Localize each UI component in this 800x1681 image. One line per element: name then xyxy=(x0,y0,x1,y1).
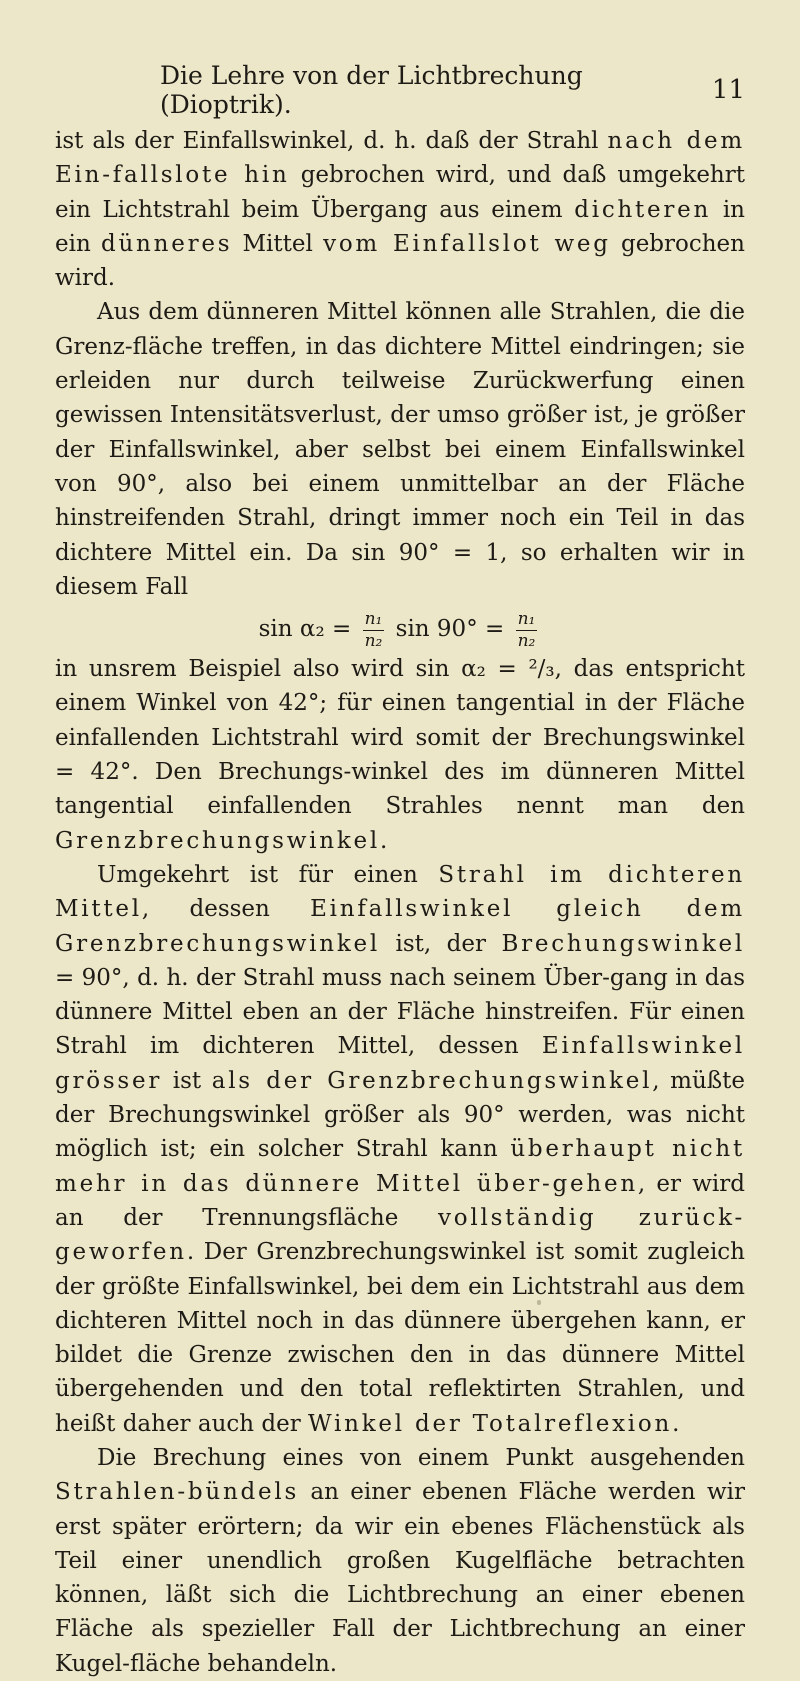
spaced-emphasis: Strahl im dichteren Mittel xyxy=(55,861,745,923)
paragraph-3 xyxy=(55,652,745,858)
text-run: an einer ebenen Fläche werden wir erst später erörtern; da wir ein ebenes Flächenstück als Teil einer unendlich großen Kugelfläche betrachten können, läßt sich die Lichtbrechung an einer ebenen Fläche als spezieller Fall der Lichtbrechung an einer Kugel-fläche behandeln. xyxy=(55,1479,745,1677)
fraction-denominator: n₂ xyxy=(517,630,536,651)
spaced-emphasis: nach dem Ein-fallslote hin xyxy=(55,128,745,189)
fraction-numerator: n₁ xyxy=(364,608,383,629)
page-number: 11 xyxy=(711,75,745,105)
paragraph-5 xyxy=(55,1441,745,1681)
text-run: gebrochen wird. xyxy=(55,230,745,292)
spaced-emphasis: Strahlen-bündels xyxy=(55,1479,300,1506)
paragraph-4 xyxy=(55,858,745,1441)
spaced-emphasis: Brechungswinkel xyxy=(501,930,745,957)
text-run: ist als der Einfallswinkel, d. h. daß der Strahl xyxy=(55,128,608,154)
spaced-emphasis: Einfallswinkel grösser xyxy=(55,1033,745,1094)
spaced-emphasis: als der Grenzbrechungswinkel xyxy=(211,1067,653,1094)
fraction-2 xyxy=(516,608,538,651)
text-run: Umgekehrt ist für einen xyxy=(97,861,439,888)
spaced-emphasis: dichteren xyxy=(574,196,712,223)
fraction-1 xyxy=(363,608,385,651)
text-run: in ein xyxy=(55,196,746,257)
formula-middle: sin 90° = xyxy=(395,616,505,643)
fraction-numerator: n₁ xyxy=(517,608,536,629)
paragraph-2 xyxy=(55,295,745,604)
paragraph-1 xyxy=(55,124,745,295)
spaced-emphasis: dünneres xyxy=(101,230,233,257)
text-run: , müßte der Brechungswinkel größer als 90° werden, was nicht möglich ist; ein solcher Strahl kann xyxy=(55,1067,745,1163)
spaced-emphasis: vollständig zurück-geworfen xyxy=(55,1204,745,1266)
spaced-emphasis: überhaupt nicht mehr in das dünnere Mittel über-gehen xyxy=(55,1136,746,1197)
text-run: . xyxy=(380,827,388,854)
text-run: Die Brechung eines von einem Punkt ausgehenden xyxy=(97,1444,745,1471)
text-run: Mittel xyxy=(232,230,324,257)
fraction-denominator: n₂ xyxy=(364,630,383,651)
paper-speck xyxy=(537,1300,541,1305)
text-run: = 90°, d. h. der Strahl muss nach seinem Über-gang in das dünnere Mittel eben an der Fläche hinstreifen. Für einen Strahl im dichteren Mittel, dessen xyxy=(55,964,745,1060)
page-body xyxy=(55,124,745,1681)
running-header xyxy=(160,60,745,120)
text-run: gebrochen wird, und daß umgekehrt ein Lichtstrahl beim Übergang aus einem xyxy=(55,162,745,223)
running-title: Die Lehre von der Lichtbrechung (Dioptrik). xyxy=(160,61,583,119)
text-run: ist xyxy=(162,1067,212,1094)
text-run: . xyxy=(672,1410,680,1437)
spaced-emphasis: Grenzbrechungswinkel xyxy=(55,827,381,854)
text-run: Aus dem dünneren Mittel können alle Strahlen, die die Grenz-fläche treffen, in das dichtere Mittel eindringen; sie erleiden nur durch teilweise Zurückwerfung einen gewissen Intensitätsverlust, der umso größer ist, je größer der Einfallswinkel, aber selbst bei einem Einfallswinkel von 90°, also bei einem unmittelbar an der Fläche hinstreifenden Strahl, dringt immer noch ein Teil in das dichtere Mittel ein. Da sin 90° = 1, so erhalten wir in diesem Fall xyxy=(55,299,745,600)
formula xyxy=(55,606,745,652)
text-run: in unsrem Beispiel also wird sin α₂ = ²/₃, das entspricht einem Winkel von 42°; für einen tangential in der Fläche einfallenden Lichtstrahl wird somit der Brechungswinkel = 42°. Den Brechungs-winkel des im dünneren Mittel tangential einfallenden Strahles nennt man den xyxy=(55,656,745,820)
spaced-emphasis: vom Einfallslot weg xyxy=(323,230,611,257)
text-run: ist, der xyxy=(380,930,502,957)
spaced-emphasis: Einfallswinkel gleich dem Grenzbrechungswinkel xyxy=(55,896,745,957)
text-run: , dessen xyxy=(141,896,311,923)
spaced-emphasis: Winkel der Totalreflexion xyxy=(308,1410,673,1437)
text-run: , er wird an der Trennungsfläche xyxy=(55,1170,745,1231)
text-run: . Der Grenzbrechungswinkel ist somit zugleich der größte Einfallswinkel, bei dem ein Lichtstrahl aus dem dichteren Mittel noch in das dünnere übergehen kann, er bildet die Grenze zwischen den in das dünnere Mittel übergehenden und den total reflektirten Strahlen, und heißt daher auch der xyxy=(55,1239,745,1437)
formula-lhs: sin α₂ = xyxy=(258,616,352,643)
